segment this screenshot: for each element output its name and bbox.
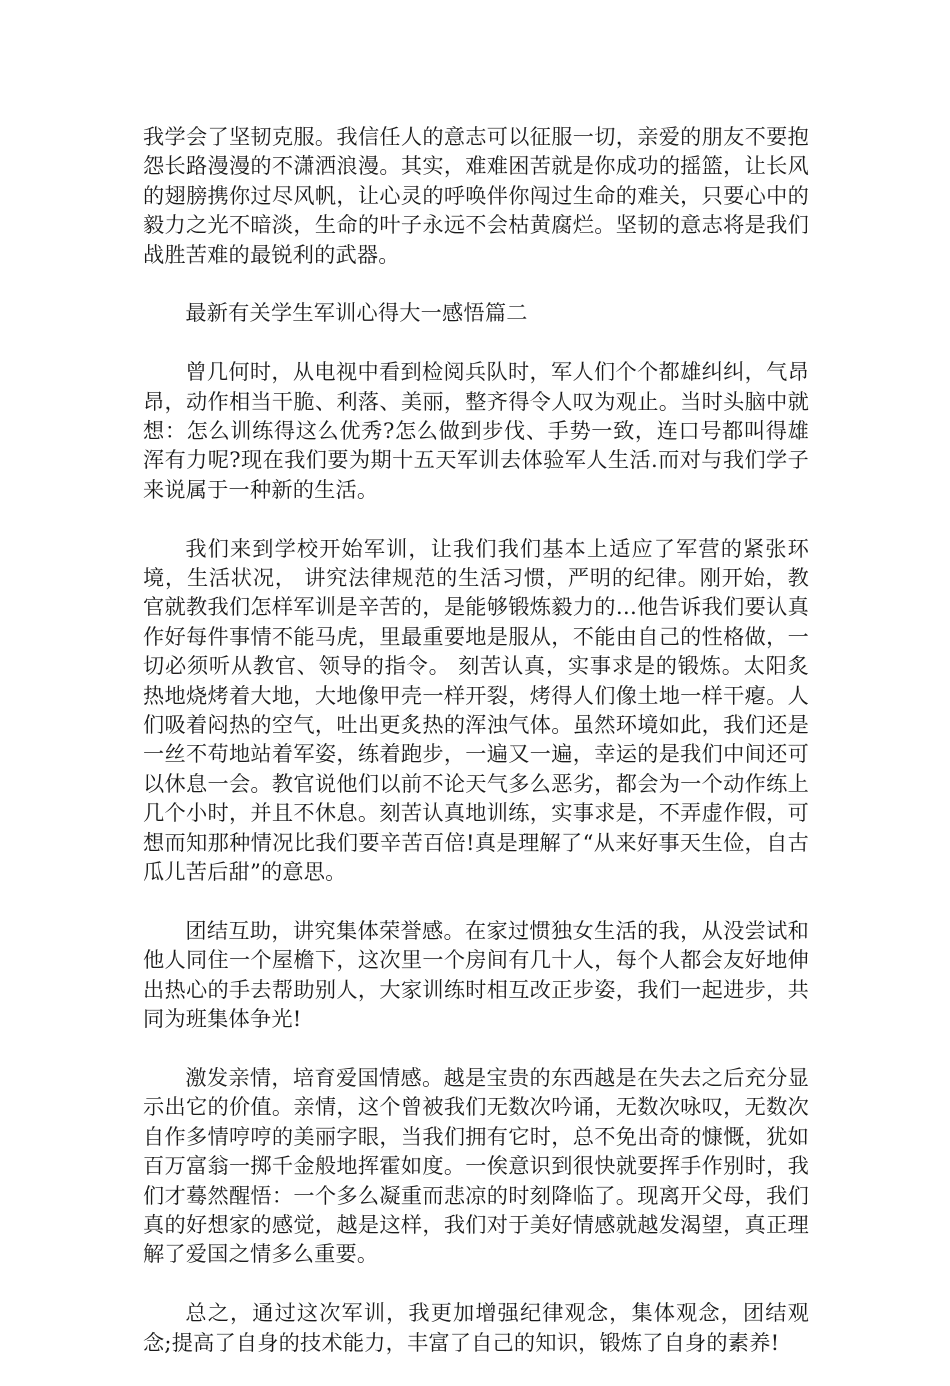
document-page bbox=[143, 122, 809, 1386]
paragraph-conclusion: 总之，通过这次军训，我更加增强纪律观念，集体观念，团结观念;提高了自身的技术能力，丰富了自己的知识，锻炼了自身的素养! bbox=[143, 1300, 809, 1355]
paragraph-military-parade: 曾几何时，从电视中看到检阅兵队时，军人们个个都雄纠纠，气昂昂，动作相当干脆、利落、美丽，整齐得令人叹为观止。当时头脑中就想：怎么训练得这么优秀?怎么做到步伐、手势一致，连口号都叫得雄浑有力呢?现在我们要为期十五天军训去体验军人生活.而对与我们学子来说属于一种新的生活。 bbox=[143, 359, 809, 502]
section-heading: 最新有关学生军训心得大一感悟篇二 bbox=[185, 300, 528, 326]
paragraph-intro: 我学会了坚韧克服。我信任人的意志可以征服一切，亲爱的朋友不要抱怨长路漫漫的不潇洒浪漫。其实，难难困苦就是你成功的摇篮，让长风的翅膀携你过尽风帆，让心灵的呼唤伴你闯过生命的难关，只要心中的毅力之光不暗淡，生命的叶子永远不会枯黄腐烂。坚韧的意志将是我们战胜苦难的最锐利的武器。 bbox=[143, 124, 809, 267]
paragraph-training: 我们来到学校开始军训，让我们我们基本上适应了军营的紧张环境，生活状况， 讲究法律规范的生活习惯，严明的纪律。刚开始，教官就教我们怎样军训是辛苦的，是能够锻炼毅力的…他告诉我们要认真作好每件事情不能马虎，里最重要地是服从，不能由自己的性格做，一切必须听从教官、领导的指令。 刻苦认真，实事求是的锻炼。太阳炙热地烧烤着大地，大地像甲壳一样开裂，烤得人们像土地一样干瘪。人们吸着闷热的空气，吐出更炙热的浑浊气体。虽然环境如此，我们还是一丝不苟地站着军姿，练着跑步，一遍又一遍，幸运的是我们中间还可以休息一会。教官说他们以前不论天气多么恶劣，都会为一个动作练上几个小时，并且不休息。刻苦认真地训练，实事求是，不弄虚作假，可想而知那种情况比我们要辛苦百倍!真是理解了“从来好事天生俭，自古瓜儿苦后甜”的意思。 bbox=[143, 535, 809, 885]
paragraph-family-patriotism: 激发亲情，培育爱国情感。越是宝贵的东西越是在失去之后充分显示出它的价值。亲情，这个曾被我们无数次吟诵，无数次咏叹，无数次自作多情哼哼的美丽字眼，当我们拥有它时，总不免出奇的慷慨，犹如百万富翁一掷千金般地挥霍如度。一俟意识到很快就要挥手作别时，我们才蓦然醒悟：一个多么凝重而悲凉的时刻降临了。现离开父母，我们真的好想家的感觉，越是这样，我们对于美好情感就越发渴望，真正理解了爱国之情多么重要。 bbox=[143, 1064, 809, 1267]
paragraph-teamwork: 团结互助，讲究集体荣誉感。在家过惯独女生活的我，从没尝试和他人同住一个屋檐下，这次里一个房间有几十人，每个人都会友好地伸出热心的手去帮助别人，大家训练时相互改正步姿，我们一起进步，共同为班集体争光! bbox=[143, 917, 809, 1032]
